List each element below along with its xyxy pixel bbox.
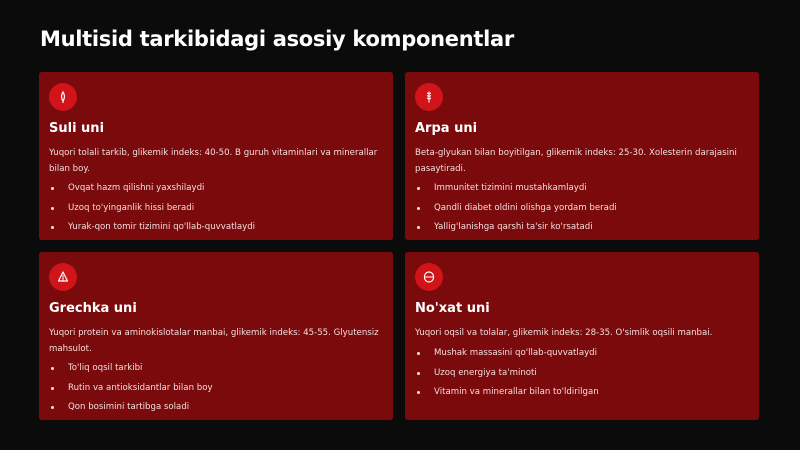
list-item-text: Rutin va antioksidantlar bilan boy: [68, 382, 213, 393]
list-item-text: Yallig'lanishga qarshi ta'sir ko'rsatadi: [434, 222, 593, 232]
bullet-list: [415, 344, 745, 403]
list-item: [415, 364, 745, 384]
bullet-dot: [51, 207, 54, 210]
list-item-text: Ovqat hazm qilishni yaxshilaydi: [68, 183, 205, 193]
bullet-dot: [51, 367, 54, 370]
card-description: Yuqori protein va aminokislotalar manbai, glikemik indeks: 45-55. Glyutensiz mahsulot.: [49, 328, 379, 354]
list-item-text: Qandli diabet oldini olishga yordam beradi: [434, 202, 617, 213]
list-item: [49, 379, 379, 399]
card-title: Grechka uni: [49, 301, 137, 316]
card-title: Arpa uni: [415, 121, 478, 136]
card-arpa-uni: [405, 72, 759, 240]
card-description: Yuqori tolali tarkib, glikemik indeks: 40-50. B guruh vitaminlari va minerallar bilan boy.: [49, 148, 378, 174]
bullet-dot: [417, 391, 420, 394]
card-noxat-uni: [405, 252, 759, 420]
page-title: Multisid tarkibidagi asosiy komponentlar: [40, 27, 514, 51]
list-item-text: Immunitet tizimini mustahkamlaydi: [434, 183, 587, 193]
bullet-dot: [51, 226, 54, 229]
list-item-text: Uzoq energiya ta'minoti: [434, 367, 537, 378]
list-item: [415, 199, 745, 219]
list-item: [415, 344, 745, 364]
bullet-dot: [417, 226, 420, 229]
list-item: [49, 218, 379, 238]
card-description: Yuqori oqsil va tolalar, glikemik indeks: 28-35. O'simlik oqsili manbai.: [415, 328, 713, 338]
bullet-dot: [417, 352, 420, 355]
card-suli-uni: [39, 72, 393, 240]
list-item-text: Mushak massasini qo'llab-quvvatlaydi: [434, 348, 598, 358]
bullet-dot: [51, 406, 54, 409]
list-item: [49, 359, 379, 379]
bullet-list: [49, 359, 379, 418]
bullet-dot: [417, 187, 420, 190]
nut-icon: [415, 263, 443, 291]
bullet-dot: [417, 207, 420, 210]
list-item-text: Qon bosimini tartibga soladi: [68, 402, 190, 412]
list-item: [49, 398, 379, 418]
bullet-dot: [417, 372, 420, 375]
list-item-text: To'liq oqsil tarkibi: [68, 363, 143, 373]
bullet-dot: [51, 187, 54, 190]
list-item: [49, 199, 379, 219]
bullet-list: [49, 179, 379, 238]
bullet-list: [415, 179, 745, 238]
card-grechka-uni: [39, 252, 393, 420]
wheat-icon: [415, 83, 443, 111]
list-item-text: Vitamin va minerallar bilan to'ldirilgan: [434, 387, 599, 397]
card-description: Beta-glyukan bilan boyitilgan, glikemik indeks: 25-30. Xolesterin darajasini pasaytiradi.: [415, 148, 737, 174]
card-title: No'xat uni: [415, 301, 490, 316]
card-title: Suli uni: [49, 121, 105, 136]
grain-icon: [49, 83, 77, 111]
list-item: [415, 179, 745, 199]
list-item-text: Uzoq to'yinganlik hissi beradi: [68, 202, 195, 213]
list-item: [415, 218, 745, 238]
list-item-text: Yurak-qon tomir tizimini qo'llab-quvvatlaydi: [68, 222, 256, 232]
list-item: [49, 179, 379, 199]
list-item: [415, 383, 745, 403]
seed-icon: [49, 263, 77, 291]
bullet-dot: [51, 387, 54, 390]
